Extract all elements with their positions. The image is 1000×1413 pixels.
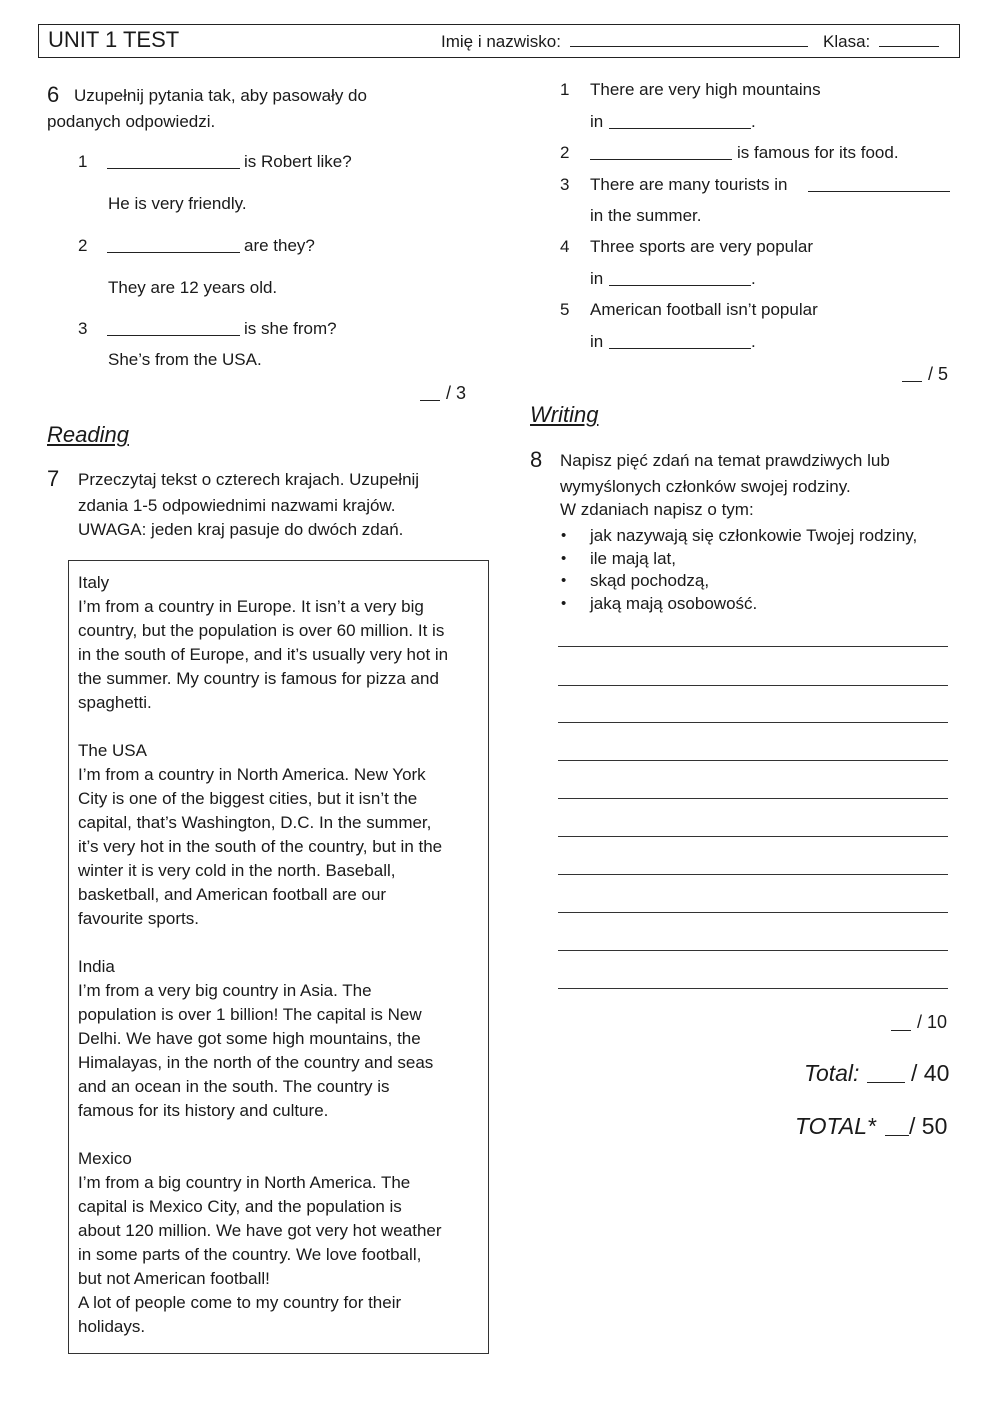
test-header: [38, 24, 960, 58]
text-line: capital, that’s Washington, D.C. In the summer,: [78, 813, 432, 832]
text-line: I’m from a big country in North America. The: [78, 1173, 411, 1192]
reading-heading: Reading: [47, 422, 129, 447]
country-name: The USA: [78, 741, 147, 760]
country-paragraph-mexico: [78, 1147, 488, 1339]
bullet-item: • jaką mają osobowość.: [560, 593, 980, 616]
class-blank[interactable]: [879, 32, 939, 47]
sentence-end: .: [751, 112, 756, 131]
class-label: Klasa:: [823, 32, 871, 51]
country-paragraph-india: [78, 955, 488, 1123]
grand-total-blank[interactable]: [885, 1119, 909, 1136]
text-line: I’m from a country in North America. New York: [78, 765, 426, 784]
grand-total-max: / 50: [909, 1113, 948, 1139]
grand-total-label: TOTAL*: [795, 1113, 876, 1139]
writing-line[interactable]: [558, 912, 948, 913]
text-line: basketball, and American football are our: [78, 885, 387, 904]
score-max: / 10: [917, 1012, 948, 1032]
text-line: holidays.: [78, 1317, 146, 1336]
item-number: 2: [560, 143, 570, 162]
item-number: 4: [560, 237, 570, 256]
score-max: / 3: [446, 383, 467, 403]
sentence-text: in: [590, 112, 604, 131]
text-line: I’m from a country in Europe. It isn’t a very big: [78, 597, 424, 616]
question-text: is Robert like?: [244, 152, 352, 171]
sentence-text: in: [590, 269, 604, 288]
country-name: Mexico: [78, 1149, 132, 1168]
item-number: 5: [560, 300, 570, 319]
country-name: Italy: [78, 573, 110, 592]
writing-line[interactable]: [558, 950, 948, 951]
answer-blank[interactable]: [107, 238, 240, 253]
question-text: are they?: [244, 236, 315, 255]
country-blank[interactable]: [609, 334, 751, 349]
given-answer: He is very friendly.: [108, 194, 247, 213]
writing-line[interactable]: [558, 798, 948, 799]
text-line: Himalayas, in the north of the country and seas: [78, 1053, 434, 1072]
text-line: Delhi. We have got some high mountains, the: [78, 1029, 421, 1048]
text-line: City is one of the biggest cities, but it isn’t the: [78, 789, 418, 808]
writing-line[interactable]: [558, 874, 948, 875]
sentence-text: is famous for its food.: [737, 143, 899, 162]
total-blank[interactable]: [867, 1066, 905, 1083]
country-blank[interactable]: [609, 114, 751, 129]
instruction-line: Uzupełnij pytania tak, aby pasowały do: [74, 86, 367, 105]
instruction-line: podanych odpowiedzi.: [47, 112, 216, 131]
text-line: A lot of people come to my country for their: [78, 1293, 402, 1312]
instruction-line: Napisz pięć zdań na temat prawdziwych lub: [560, 451, 890, 470]
writing-line[interactable]: [558, 685, 948, 686]
sentence-text: in: [590, 332, 604, 351]
sentence-end: .: [751, 332, 756, 351]
country-paragraph-italy: [78, 571, 488, 715]
text-line: population is over 1 billion! The capital is New: [78, 1005, 422, 1024]
writing-line[interactable]: [558, 722, 948, 723]
country-paragraph-usa: [78, 739, 488, 931]
instruction-line: Przeczytaj tekst o czterech krajach. Uzupełnij: [78, 470, 420, 489]
writing-line[interactable]: [558, 646, 948, 647]
given-answer: She’s from the USA.: [108, 350, 262, 369]
bullet-list: [560, 525, 980, 615]
name-field[interactable]: [441, 32, 808, 52]
writing-line[interactable]: [558, 988, 948, 989]
sentence-text: in the summer.: [590, 206, 702, 225]
score-blank[interactable]: [420, 386, 440, 401]
text-line: winter it is very cold in the north. Baseball,: [78, 861, 396, 880]
text-line: I’m from a very big country in Asia. The: [78, 981, 372, 1000]
instruction-line: wymyślonych członków swojej rodziny.: [560, 477, 851, 496]
writing-line[interactable]: [558, 760, 948, 761]
exercise-number: 7: [47, 466, 60, 491]
item-number: 1: [560, 80, 570, 99]
test-title: UNIT 1 TEST: [48, 27, 180, 52]
total-max: / 40: [911, 1060, 950, 1086]
text-line: in the south of Europe, and it’s usually very hot in: [78, 645, 449, 664]
exercise-number: 8: [530, 447, 543, 472]
instruction-line: UWAGA: jeden kraj pasuje do dwóch zdań.: [78, 520, 404, 539]
score-blank[interactable]: [891, 1016, 911, 1031]
score-max: / 5: [928, 364, 949, 384]
country-blank[interactable]: [808, 177, 950, 192]
item-number: 2: [78, 236, 88, 255]
sentence-end: .: [751, 269, 756, 288]
item-number: 1: [78, 152, 88, 171]
exercise-number: 6: [47, 82, 60, 107]
name-label: Imię i nazwisko:: [441, 32, 561, 51]
country-name: India: [78, 957, 115, 976]
text-line: spaghetti.: [78, 693, 152, 712]
sentence-text: There are very high mountains: [590, 80, 821, 99]
sentence-text: There are many tourists in: [590, 175, 788, 194]
given-answer: They are 12 years old.: [108, 278, 278, 297]
text-line: it’s very hot in the south of the country, but in the: [78, 837, 443, 856]
instruction-line: W zdaniach napisz o tym:: [560, 500, 754, 519]
sentence-text: American football isn’t popular: [590, 300, 818, 319]
item-number: 3: [560, 175, 570, 194]
item-number: 3: [78, 319, 88, 338]
total-label: Total:: [804, 1060, 860, 1086]
answer-blank[interactable]: [107, 321, 240, 336]
bullet-item: • jak nazywają się członkowie Twojej rodziny,: [560, 525, 980, 548]
text-line: and an ocean in the south. The country is: [78, 1077, 390, 1096]
score-blank[interactable]: [902, 367, 922, 382]
answer-blank[interactable]: [107, 154, 240, 169]
country-blank[interactable]: [609, 271, 751, 286]
text-line: in some parts of the country. We love football,: [78, 1245, 422, 1264]
text-line: country, but the population is over 60 million. It is: [78, 621, 445, 640]
reading-text-box: [68, 560, 489, 1354]
question-text: is she from?: [244, 319, 337, 338]
instruction-line: zdania 1-5 odpowiednimi nazwami krajów.: [78, 496, 396, 515]
text-line: capital is Mexico City, and the population is: [78, 1197, 402, 1216]
class-field[interactable]: [823, 32, 939, 52]
text-line: about 120 million. We have got very hot weather: [78, 1221, 442, 1240]
text-line: favourite sports.: [78, 909, 199, 928]
writing-heading: Writing: [530, 402, 599, 427]
bullet-item: • ile mają lat,: [560, 548, 980, 571]
text-line: famous for its history and culture.: [78, 1101, 329, 1120]
name-blank[interactable]: [570, 32, 808, 47]
sentence-text: Three sports are very popular: [590, 237, 813, 256]
bullet-item: • skąd pochodzą,: [560, 570, 980, 593]
writing-line[interactable]: [558, 836, 948, 837]
text-line: the summer. My country is famous for pizza and: [78, 669, 439, 688]
text-line: but not American football!: [78, 1269, 270, 1288]
country-blank[interactable]: [590, 145, 732, 160]
